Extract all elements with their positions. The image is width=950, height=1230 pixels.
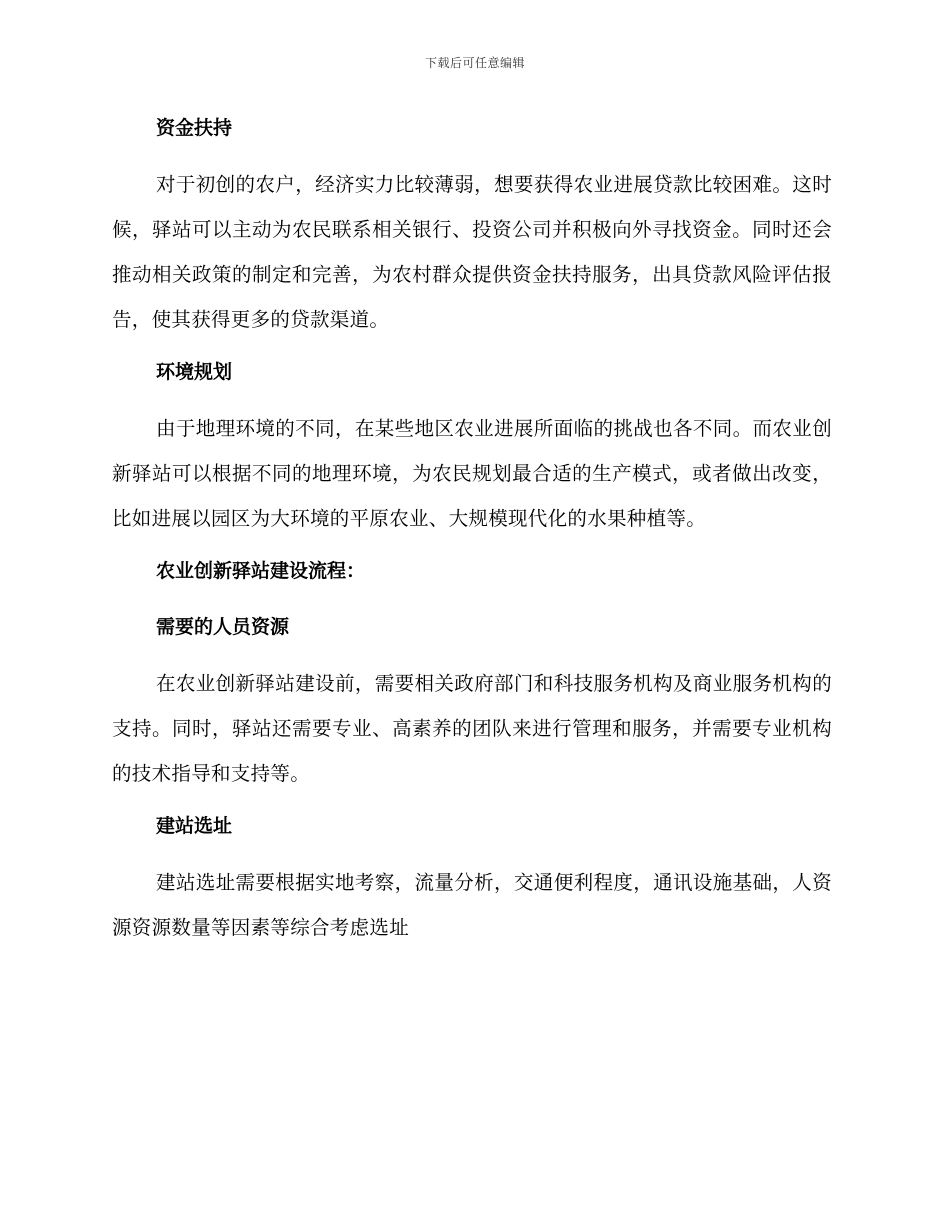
- section-title-funding: 资金扶持: [156, 117, 233, 139]
- section-title-environment: 环境规划: [156, 361, 233, 383]
- section-text-funding: 对于初创的农户，经济实力比较薄弱，想要获得农业进展贷款比较困难。这时候，驿站可以主动为农民联系相关银行、投资公司并积极向外寻找资金。同时还会推动相关政策的制定和完善，为农村群众提供资金扶持服务，出具贷款风险评估报告，使其获得更多的贷款渠道。: [112, 173, 832, 331]
- section-title-process: 农业创新驿站建设流程：: [156, 560, 366, 582]
- section-title-personnel: 需要的人员资源: [156, 616, 290, 638]
- page-header-note: 下载后可任意编辑: [424, 56, 525, 70]
- section-text-personnel: 在农业创新驿站建设前，需要相关政府部门和科技服务机构及商业服务机构的支持。同时，驿站还需要专业、高素养的团队来进行管理和服务，并需要专业机构的技术指导和支持等。: [112, 672, 832, 785]
- section-title-site-selection: 建站选址: [156, 815, 233, 837]
- section-text-environment: 由于地理环境的不同，在某些地区农业进展所面临的挑战也各不同。而农业创新驿站可以根据不同的地理环境，为农民规划最合适的生产模式，或者做出改变，比如进展以园区为大环境的平原农业、大规模现代化的水果种植等。: [112, 417, 832, 530]
- section-text-site-selection: 建站选址需要根据实地考察，流量分析，交通便利程度，通讯设施基础，人资源资源数量等因素等综合考虑选址: [112, 871, 832, 939]
- document-body: [112, 110, 832, 950]
